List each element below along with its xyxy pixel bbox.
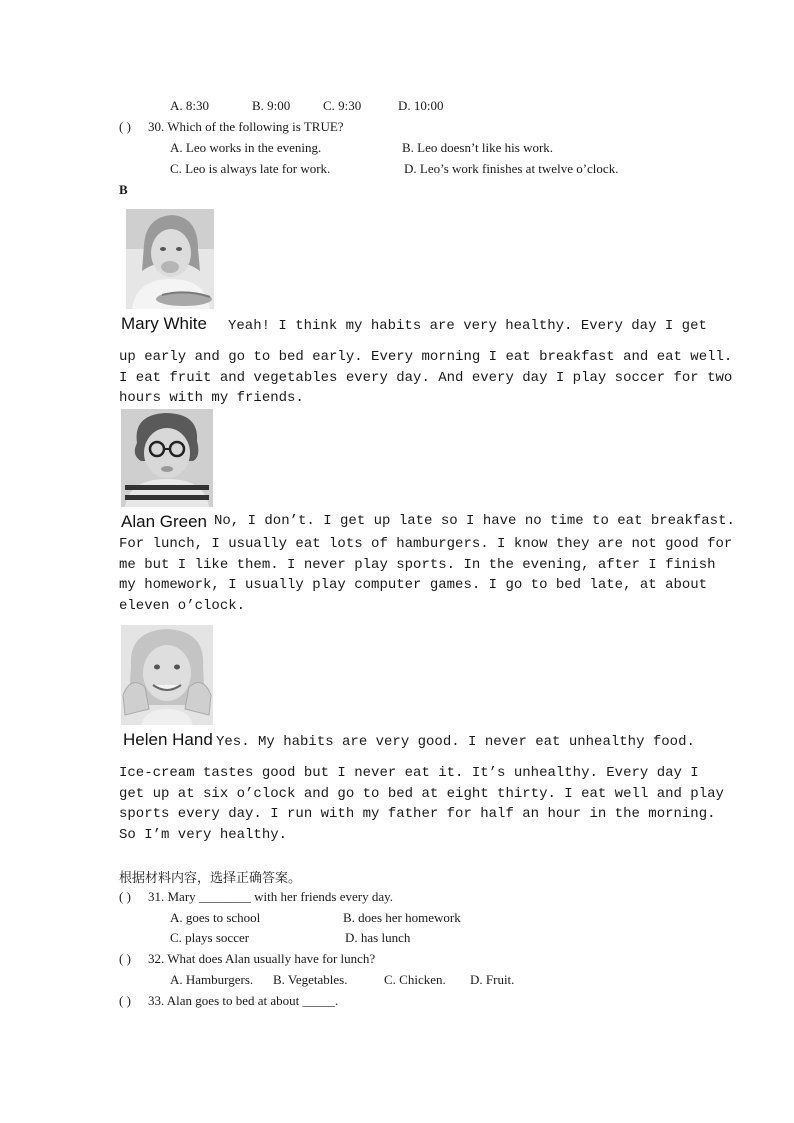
q33-stem: 33. Alan goes to bed at about _____.	[148, 993, 339, 1008]
helen-hand-paragraph	[119, 763, 724, 846]
alan-green-portrait	[121, 409, 213, 507]
helen-hand-text-line-5: So I’m very healthy.	[119, 827, 288, 844]
q32-option-a: A. Hamburgers.	[170, 972, 254, 987]
q31-option-d: D. has lunch	[345, 930, 411, 945]
q30-stem: 30. Which of the following is TRUE?	[148, 119, 344, 134]
q30-option-d: D. Leo’s work finishes at twelve o’clock.	[404, 161, 619, 176]
q31-option-c: C. plays soccer	[170, 930, 250, 945]
q30-answer-blank: ( )	[119, 119, 131, 134]
helen-hand-text-line-3: get up at six o’clock and go to bed at eight thirty. I eat well and play	[119, 785, 724, 802]
q31-answer-blank: ( )	[119, 889, 131, 904]
mary-white-text-line-1: Yeah! I think my habits are very healthy. Every day I get	[228, 318, 707, 334]
q32-option-d: D. Fruit.	[470, 972, 515, 987]
q29-option-d: D. 10:00	[398, 98, 444, 113]
helen-hand-portrait	[121, 625, 213, 725]
alan-green-text-line-4: my homework, I usually play computer games. I go to bed late, at about	[119, 577, 708, 594]
alan-green-text-line-1: No, I don’t. I get up late so I have no time to eat breakfast.	[214, 513, 735, 529]
mary-white-portrait	[126, 209, 214, 309]
q32-stem: 32. What does Alan usually have for lunch?	[148, 951, 376, 966]
helen-hand-name: Helen Hand	[123, 730, 213, 749]
helen-hand-text-line-4: sports every day. I run with my father for half an hour in the morning.	[119, 806, 716, 823]
alan-green-photo	[121, 409, 213, 507]
mary-white-text-line-2: up early and go to bed early. Every morning I eat breakfast and eat well.	[119, 349, 733, 365]
mary-white-photo	[126, 209, 214, 309]
mary-white-name: Mary White	[121, 314, 207, 333]
q31-option-b: B. does her homework	[343, 910, 461, 925]
alan-green-text-line-2: For lunch, I usually eat lots of hamburgers. I know they are not good for	[119, 536, 733, 552]
q31-option-a: A. goes to school	[170, 910, 261, 925]
q29-option-b: B. 9:00	[252, 98, 291, 113]
q29-option-c: C. 9:30	[323, 98, 362, 113]
mary-white-text-line-3: I eat fruit and vegetables every day. And every day I play soccer for two	[119, 369, 733, 386]
instruction-text: 根据材料内容，选择正确答案。	[119, 870, 302, 885]
q32-option-c: C. Chicken.	[384, 972, 446, 987]
mary-white-text-line-4: hours with my friends.	[119, 390, 304, 407]
helen-hand-photo	[121, 625, 213, 725]
alan-green-text-line-3: me but I like them. I never play sports. In the evening, after I finish	[119, 556, 716, 573]
q29-option-a: A. 8:30	[170, 98, 209, 113]
alan-green-text-line-5: eleven o’clock.	[119, 598, 246, 615]
alan-green-name: Alan Green	[121, 512, 207, 531]
mary-white-paragraph	[119, 347, 733, 409]
q30-option-b: B. Leo doesn’t like his work.	[402, 140, 554, 155]
section-label: B	[119, 182, 128, 197]
q33-answer-blank: ( )	[119, 993, 131, 1008]
helen-hand-text-line-1: Yes. My habits are very good. I never eat unhealthy food.	[216, 734, 695, 750]
q30-option-a: A. Leo works in the evening.	[170, 140, 322, 155]
alan-green-paragraph	[119, 534, 733, 617]
helen-hand-text-line-2: Ice-cream tastes good but I never eat it. It’s unhealthy. Every day I	[119, 765, 699, 781]
q31-stem: 31. Mary ________ with her friends every day.	[148, 889, 394, 904]
q32-option-b: B. Vegetables.	[273, 972, 348, 987]
q32-answer-blank: ( )	[119, 951, 131, 966]
q30-option-c: C. Leo is always late for work.	[170, 161, 331, 176]
